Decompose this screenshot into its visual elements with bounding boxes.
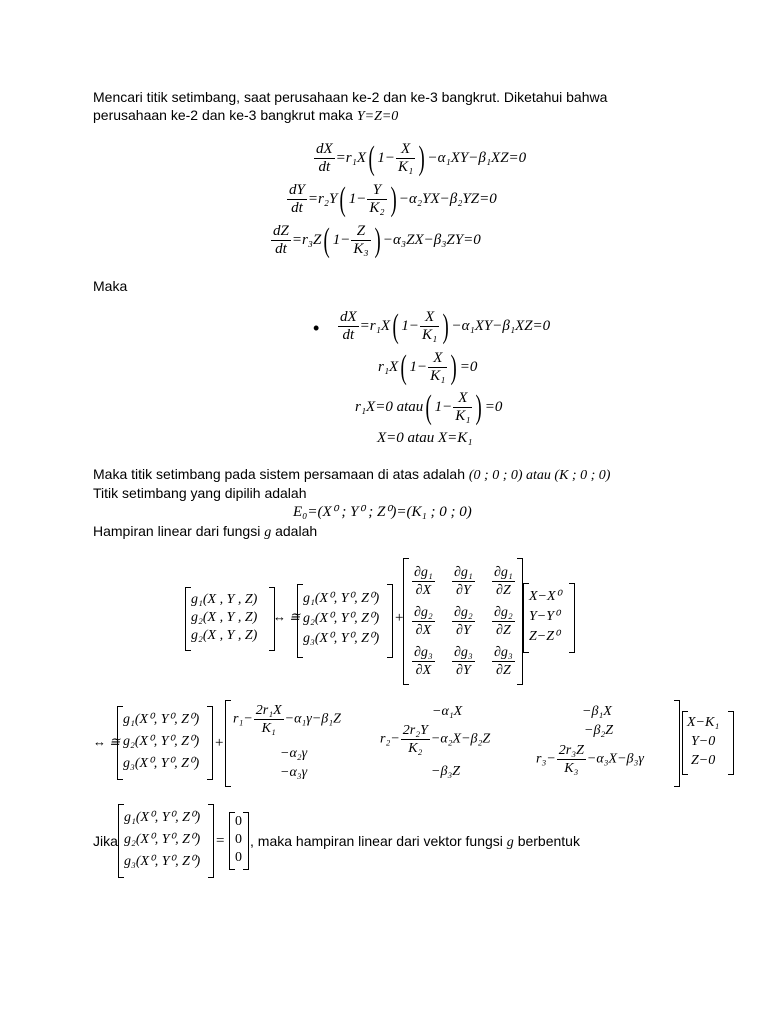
eq2-inner-frac	[367, 182, 386, 217]
conclusion-line-3-math: g	[264, 525, 272, 540]
bullet-icon: •	[313, 318, 320, 338]
jacobian-entry	[452, 644, 475, 679]
jacobian-entry-den: ∂Y	[456, 663, 471, 678]
jika-equals: =	[216, 833, 225, 849]
s3-in-num: X	[453, 390, 472, 408]
jacobian-entry-num: ∂g₂	[494, 605, 513, 620]
plus-2: +	[215, 735, 224, 751]
conclusion-line-1-text: Maka titik setimbang pada sistem persamaan di atas adalah	[93, 466, 465, 482]
approx-arrow-2: ↔ ≅	[93, 734, 121, 749]
j-r1c1-num: 2r₁X	[255, 703, 282, 718]
equilibrium-e0: E₀=(X⁰ ; Y⁰ ; Z⁰)=(K₁ ; 0 ; 0)	[293, 504, 472, 520]
jacobian-entry-den: ∂Z	[496, 583, 511, 598]
jacobian-entry-num: ∂g₃	[414, 645, 433, 660]
system-eq-1: $\frac{dX}{dt}$ =r₁X( 1− $\frac{X}{\text{K₁}}$ ) −α₁XY−β₁XZ=0	[316, 139, 527, 177]
eq3-lhs-num: dZ	[273, 223, 289, 239]
jacobian-entry-num: ∂g₂	[414, 605, 433, 620]
eq3-pre: =r₃Z	[291, 231, 322, 248]
s1-inner-frac	[420, 309, 439, 344]
s2-in-num: X	[428, 350, 447, 368]
jika-suffix-text: , maka hampiran linear dari vektor fungsi	[250, 833, 503, 849]
jacobian-entry	[412, 564, 435, 599]
j-r2c2-den: K₂	[408, 741, 423, 756]
intro-line-2	[93, 106, 398, 126]
jacobian-entry-num: ∂g₂	[454, 605, 473, 620]
conclusion-line-1	[93, 465, 610, 485]
jacobian-entry	[452, 564, 475, 599]
solve-step-2: r₁X( 1− $\frac{X}{\text{K₁}}$ ) =0	[378, 348, 478, 386]
jacobian-entry-den: ∂X	[415, 623, 432, 638]
j-r1c3: −β₁X	[582, 704, 612, 719]
eq2-in-den: K₂	[369, 200, 385, 216]
dev-row-2: Y−0	[691, 734, 716, 749]
s1-in-den: K₁	[421, 327, 438, 343]
eq1-in-den: K₁	[397, 159, 414, 175]
jacobian-entry	[492, 644, 515, 679]
s3-in-den: K₁	[455, 408, 471, 424]
conclusion-line-3-text: Hampiran linear dari fungsi	[93, 523, 261, 539]
g0-vector-3	[118, 804, 214, 876]
jika-suffix-math: g	[506, 835, 514, 850]
j-r1c1-post: −α₁γ−β₁Z	[284, 711, 341, 727]
eq3-inner-frac	[351, 223, 370, 258]
g-row-1: g₁(X , Y , Z)	[191, 592, 258, 607]
zero-vector	[229, 812, 249, 868]
approx-arrow-1: ↔ ≅	[273, 609, 301, 624]
eq1-inner-frac	[396, 141, 415, 176]
s3-post: =0	[484, 398, 503, 415]
intro-line-2-text: perusahaan ke-2 dan ke-3 bangkrut maka	[93, 107, 353, 123]
eq1-pre: =r₁X	[335, 149, 367, 166]
jacobian-entry	[492, 564, 515, 599]
jacobian-entry-num: ∂g₁	[494, 565, 513, 580]
j-r2c2	[380, 722, 490, 757]
solve-step-1: $\frac{dX}{dt}$ =r₁X( 1− $\frac{X}{\text{K₁}}$ ) −α₁XY−β₁XZ=0	[340, 307, 551, 345]
jacobian-entry-den: ∂X	[415, 663, 432, 678]
s1-in-num: X	[420, 309, 439, 327]
eq3-post: −α₃ZX−β₃ZY=0	[382, 231, 481, 248]
jacobian-entry-den: ∂Y	[456, 623, 471, 638]
s1-lhs-frac	[338, 309, 359, 344]
eq2-lhs-frac	[287, 182, 307, 217]
s2-in-den: K₁	[430, 368, 446, 384]
g-row-2: g₂(X , Y , Z)	[191, 610, 258, 625]
jacobian-entry	[412, 644, 435, 679]
system-eq-2: $\frac{dY}{dt}$ =r₂Y( 1− $\frac{Y}{\text{K₂}}$ ) −α₂YX−β₂YZ=0	[289, 180, 497, 218]
j-r1c1-den: K₁	[261, 721, 276, 736]
j-r1c1-frac	[254, 702, 284, 737]
zero-2: 0	[235, 832, 242, 847]
maka-label: Maka	[93, 278, 128, 294]
g0b-row-1: g₁(X⁰, Y⁰, Z⁰)	[123, 712, 200, 727]
zero-3: 0	[235, 850, 242, 865]
g0-vector	[297, 584, 393, 656]
j-r3c3	[536, 742, 644, 777]
g0b-row-2: g₂(X⁰, Y⁰, Z⁰)	[123, 734, 200, 749]
jacobian-entry-den: ∂X	[415, 583, 432, 598]
dev-row-1: X−K₁	[687, 715, 720, 730]
eq3-lhs-den: dt	[275, 241, 287, 257]
s2-post: =0	[459, 358, 478, 375]
jacobian-entry-den: ∂Y	[456, 583, 471, 598]
g0c-row-1: g₁(X⁰, Y⁰, Z⁰)	[124, 810, 201, 825]
jacobian-entry-den: ∂Z	[496, 663, 511, 678]
jacobian-entry-num: ∂g₁	[454, 565, 473, 580]
jacobian-entry-den: ∂Z	[496, 623, 511, 638]
g0-row-1: g₁(X⁰, Y⁰, Z⁰)	[303, 591, 380, 606]
j-r1c1-pre: r₁−	[233, 711, 253, 727]
s3-inner-frac	[453, 390, 472, 425]
intro-line-1: Mencari titik setimbang, saat perusahaan ke-2 dan ke-3 bangkrut. Diketahui bahwa	[93, 89, 608, 105]
eq2-lhs-den: dt	[291, 200, 303, 216]
solve-step-4: X=0 atau X=K₁	[377, 430, 473, 446]
j-r2c3: −β₂Z	[584, 723, 614, 738]
diff-row-1: X−X⁰	[529, 589, 562, 604]
j-r3c3-pre: r₃−	[536, 751, 556, 767]
dev-row-3: Z−0	[691, 753, 716, 768]
j-r2c2-num: 2r₂Y	[402, 723, 428, 738]
g0b-row-3: g₃(X⁰, Y⁰, Z⁰)	[123, 756, 200, 771]
jacobian-entry-num: ∂g₁	[414, 565, 433, 580]
diff-vector	[523, 583, 575, 651]
s1-post: −α₁XY−β₁XZ=0	[451, 317, 551, 334]
conclusion-line-2: Titik setimbang yang dipilih adalah	[93, 485, 307, 501]
s1-lhs-den: dt	[342, 327, 355, 343]
j-r2c2-post: −α₂X−β₂Z	[430, 731, 491, 747]
j-r2c1: −α₂γ	[280, 746, 308, 761]
j-r3c3-num: 2r₃Z	[558, 743, 584, 758]
solve-step-3: r₁X=0 atau( 1− $\frac{X}{\text{K₁}}$ ) =0	[355, 388, 503, 426]
j-r3c2: −β₃Z	[431, 764, 461, 779]
jacobian-entry	[492, 604, 515, 639]
jacobian-entry-num: ∂g₃	[494, 645, 513, 660]
s3-pre: r₁X=0 atau	[355, 398, 424, 415]
conclusion-line-3-suffix: adalah	[275, 523, 318, 539]
eq3-lhs-frac	[271, 223, 291, 258]
eq2-pre: =r₂Y	[307, 190, 338, 207]
g0c-row-2: g₂(X⁰, Y⁰, Z⁰)	[124, 832, 201, 847]
eq1-lhs-num: dX	[316, 141, 333, 157]
conclusion-line-1-math: (0 ; 0 ; 0) atau (K ; 0 ; 0)	[468, 468, 611, 483]
eq3-in-den: K₃	[353, 241, 369, 257]
jika-suffix	[250, 832, 580, 852]
eq1-lhs-den: dt	[318, 159, 331, 175]
eq3-in-num: Z	[351, 223, 370, 241]
eq2-in-num: Y	[367, 182, 386, 200]
jika-label: Jika	[93, 833, 118, 849]
zero-1: 0	[235, 814, 242, 829]
j-r3c3-frac	[557, 742, 586, 777]
s2-pre: r₁X	[378, 358, 399, 375]
diff-row-2: Y−Y⁰	[529, 609, 560, 624]
eq2-lhs-num: dY	[289, 182, 305, 198]
jacobian-entry-num: ∂g₃	[454, 645, 473, 660]
j-r3c1: −α₃γ	[280, 765, 308, 780]
system-eq-3: $\frac{dZ}{dt}$ =r₃Z( 1− $\frac{Z}{\text{K₃}}$ ) −α₃ZX−β₃ZY=0	[273, 221, 481, 259]
j-r3c3-den: K₃	[564, 761, 579, 776]
g-vector	[185, 587, 275, 649]
eq2-post: −α₂YX−β₂YZ=0	[398, 190, 497, 207]
j-r2c2-frac	[401, 722, 430, 757]
s2-inner-frac	[428, 350, 447, 385]
g0c-row-3: g₃(X⁰, Y⁰, Z⁰)	[124, 854, 201, 869]
eq1-lhs-frac	[314, 141, 335, 176]
g0-row-3: g₃(X⁰, Y⁰, Z⁰)	[303, 631, 380, 646]
g0-row-2: g₂(X⁰, Y⁰, Z⁰)	[303, 611, 380, 626]
g0-vector-2	[117, 706, 213, 778]
s1-lhs-num: dX	[340, 309, 357, 325]
intro-line-2-math: Y=Z=0	[356, 109, 399, 124]
g-row-3: g₂(X , Y , Z)	[191, 628, 258, 643]
conclusion-line-3	[93, 522, 317, 542]
jacobian-matrix	[403, 558, 523, 683]
eq1-in-num: X	[396, 141, 415, 159]
diff-row-3: Z−Z⁰	[529, 629, 560, 644]
j-r1c1	[233, 702, 341, 737]
jika-suffix-end: berbentuk	[517, 833, 580, 849]
deviation-vector	[682, 711, 734, 773]
jacobian-evaluated	[225, 700, 680, 785]
j-r2c2-pre: r₂−	[380, 731, 400, 747]
jacobian-entry	[412, 604, 435, 639]
j-r1c2: −α₁X	[432, 704, 463, 719]
j-r3c3-post: −α₃X−β₃γ	[586, 751, 644, 767]
eq1-post: −α₁XY−β₁XZ=0	[427, 149, 527, 166]
jacobian-entry	[452, 604, 475, 639]
plus-1: +	[395, 610, 404, 626]
s1-pre: =r₁X	[359, 317, 391, 334]
